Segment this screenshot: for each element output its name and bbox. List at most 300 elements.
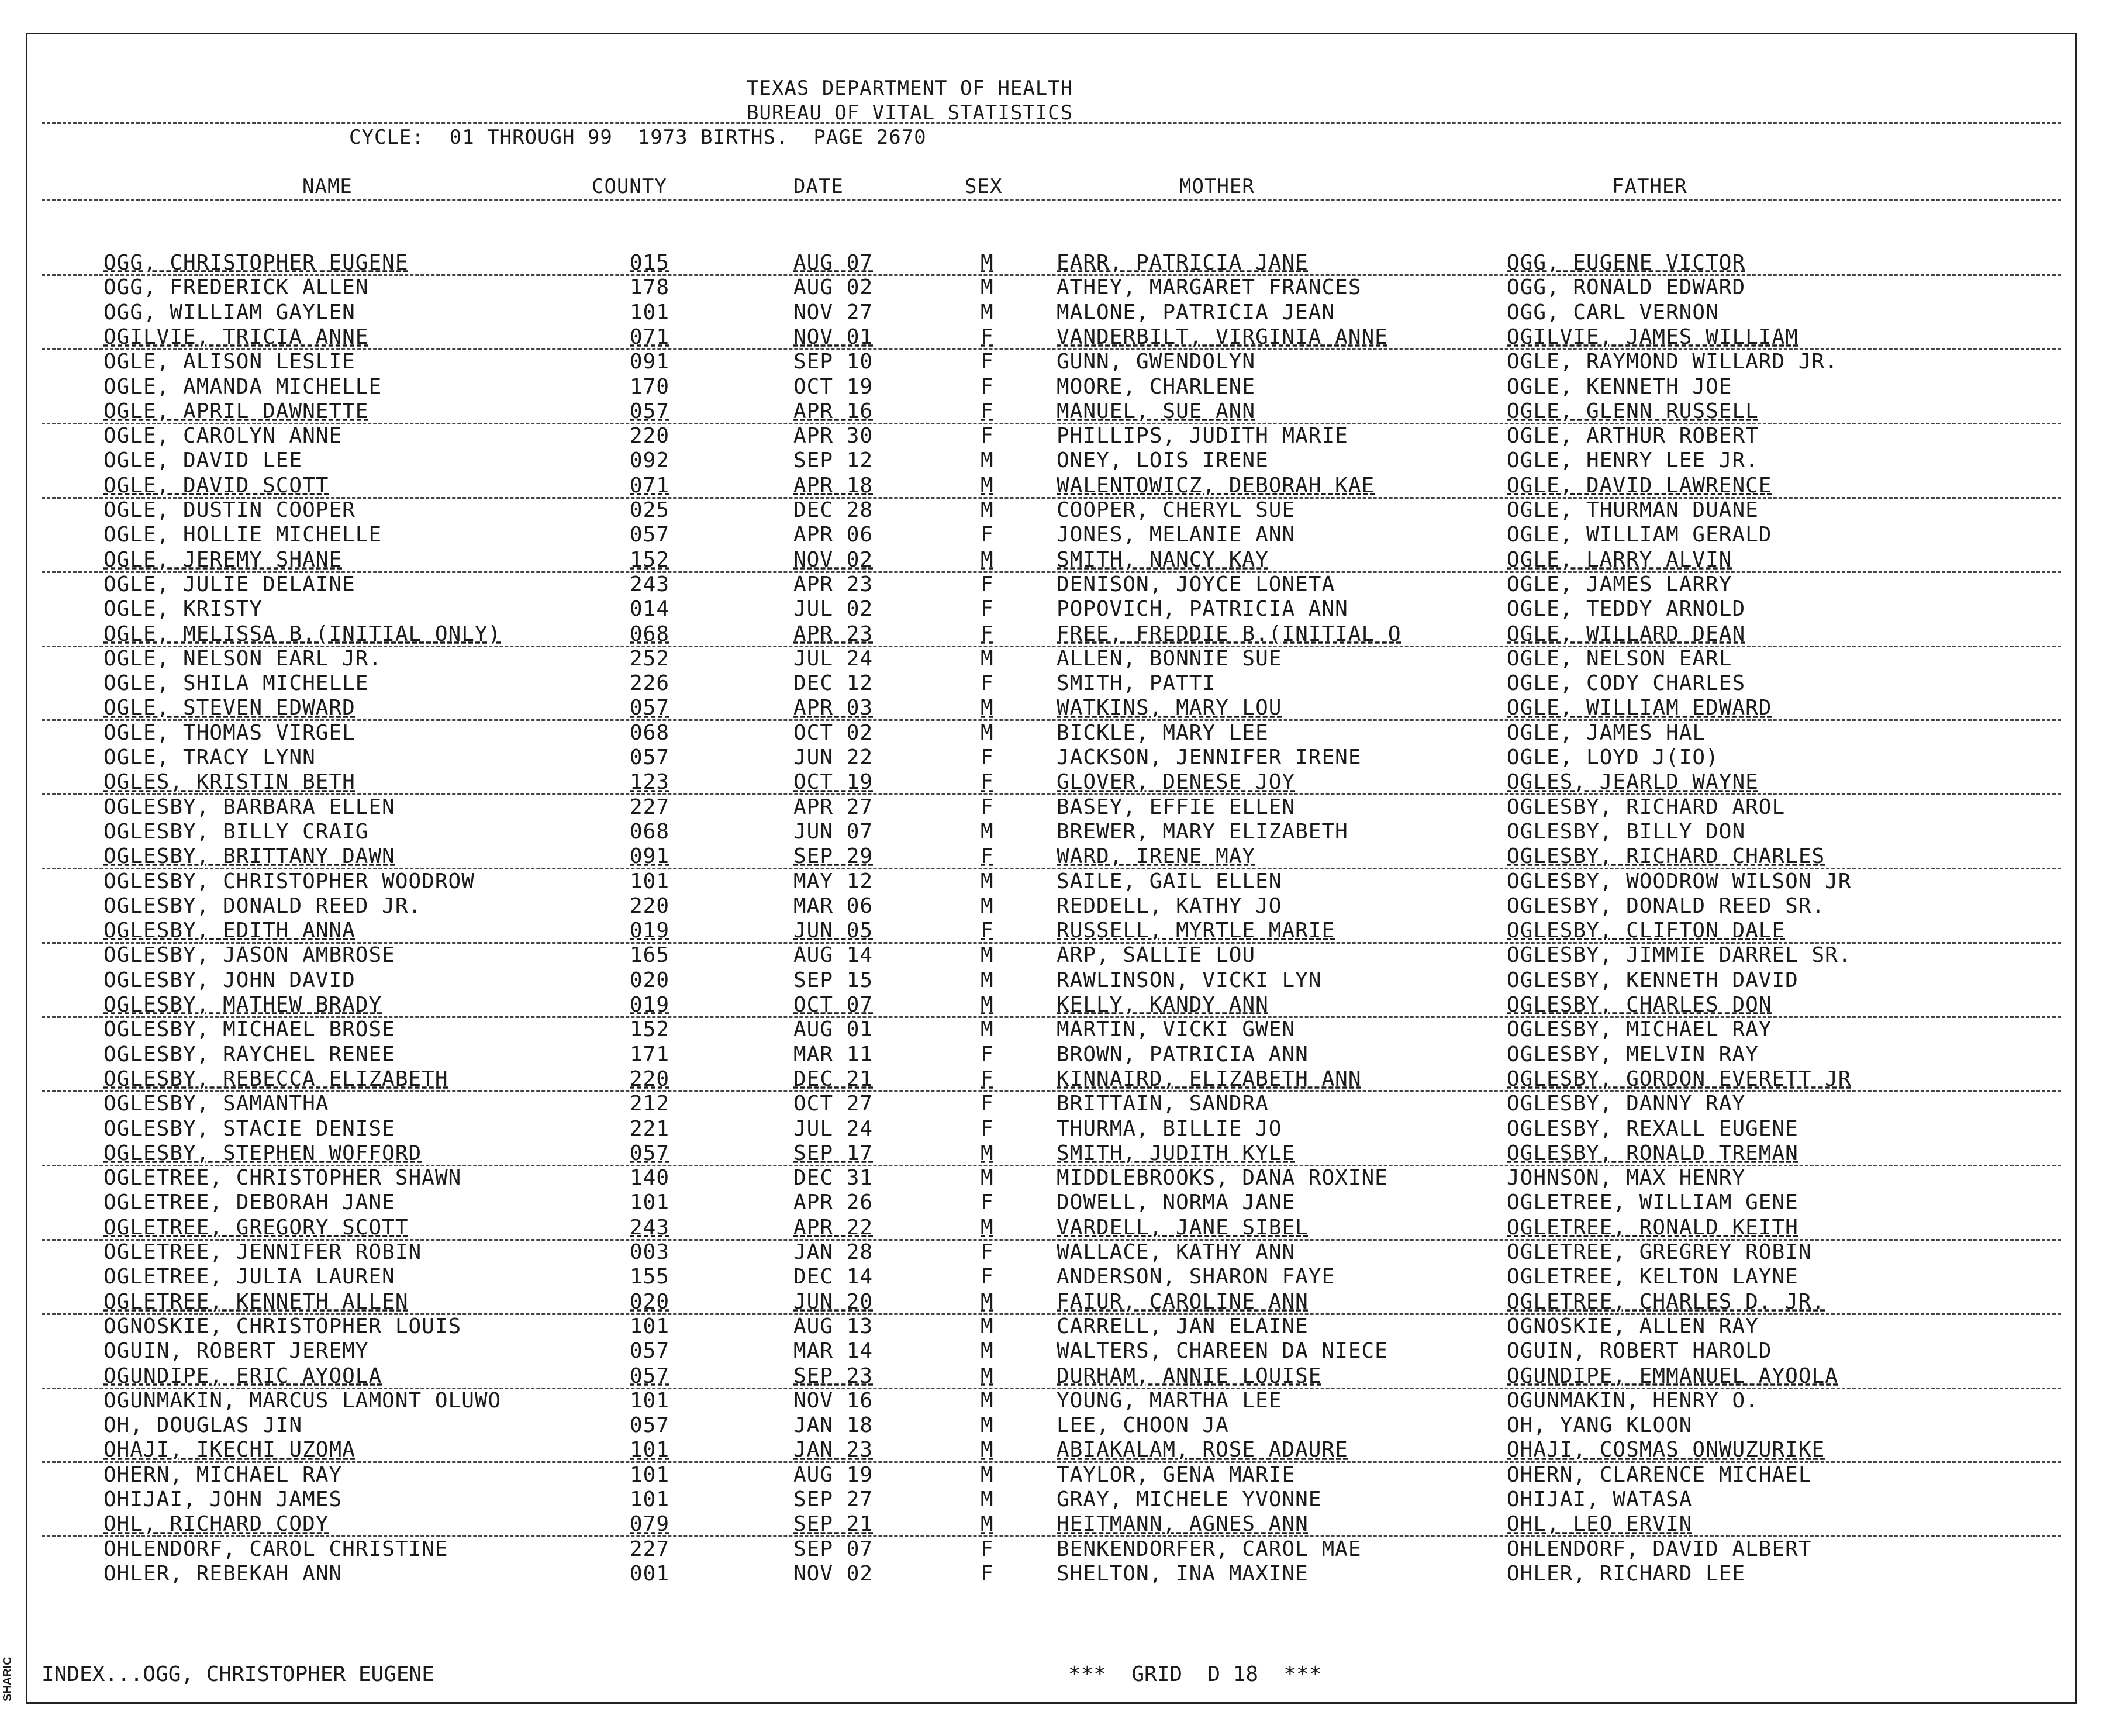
table-row: [27, 1166, 2075, 1190]
table-row: [27, 1043, 2075, 1067]
cell-name: OGLESBY, EDITH ANNA: [103, 919, 355, 943]
cell-county: 155: [630, 1265, 670, 1289]
cell-sex: F: [981, 374, 994, 399]
cell-date: OCT 02: [793, 720, 874, 745]
column-header-mother: MOTHER: [1179, 175, 1255, 198]
cell-date: DEC 14: [793, 1265, 874, 1289]
cell-sex: F: [981, 1190, 994, 1215]
cell-name: OHLENDORF, CAROL CHRISTINE: [103, 1537, 448, 1561]
table-row: [27, 1067, 2075, 1092]
cell-county: 071: [630, 473, 670, 498]
cell-name: OGUNDIPE, ERIC AYOOLA: [103, 1364, 382, 1388]
cell-sex: M: [981, 473, 994, 498]
cell-sex: F: [981, 1092, 994, 1116]
cell-father: OGG, CARL VERNON: [1507, 300, 1719, 325]
table-row: [27, 993, 2075, 1017]
cell-sex: F: [981, 844, 994, 869]
cell-county: 057: [630, 523, 670, 547]
cell-father: OGLESBY, MELVIN RAY: [1507, 1042, 1759, 1067]
cell-sex: M: [981, 1289, 994, 1314]
cell-name: OGLETREE, JENNIFER ROBIN: [103, 1240, 422, 1264]
table-row: [27, 1190, 2075, 1215]
table-row: [27, 746, 2075, 770]
cell-mother: MARTIN, VICKI GWEN: [1057, 1017, 1296, 1042]
cell-county: 079: [630, 1512, 670, 1537]
cell-sex: M: [981, 720, 994, 745]
cell-name: OHL, RICHARD CODY: [103, 1512, 329, 1537]
cell-mother: ANDERSON, SHARON FAYE: [1057, 1265, 1335, 1289]
cell-mother: VANDERBILT, VIRGINIA ANNE: [1057, 325, 1388, 349]
cell-county: 101: [630, 300, 670, 325]
cell-county: 101: [630, 1438, 670, 1462]
cell-name: OGLE, THOMAS VIRGEL: [103, 720, 355, 745]
cell-sex: M: [981, 1388, 994, 1413]
cell-mother: MANUEL, SUE ANN: [1057, 399, 1256, 423]
cell-father: OGLE, LOYD J(IO): [1507, 746, 1719, 769]
cell-father: OGLE, WILLIAM EDWARD: [1507, 696, 1772, 720]
cell-name: OGG, WILLIAM GAYLEN: [103, 300, 355, 325]
cell-mother: BICKLE, MARY LEE: [1057, 720, 1269, 745]
cell-date: MAY 12: [793, 869, 874, 893]
cell-father: OGLE, WILLARD DEAN: [1507, 622, 1746, 646]
table-row: [27, 1216, 2075, 1240]
cell-county: 057: [630, 1339, 670, 1364]
table-row: [27, 1512, 2075, 1537]
cell-mother: PHILLIPS, JUDITH MARIE: [1057, 424, 1348, 448]
cell-sex: F: [981, 597, 994, 622]
cell-county: 014: [630, 597, 670, 622]
cell-mother: LEE, CHOON JA: [1057, 1413, 1229, 1438]
cell-sex: M: [981, 1512, 994, 1537]
cell-sex: F: [981, 1116, 994, 1141]
table-row: [27, 498, 2075, 523]
cell-father: OGG, RONALD EDWARD: [1507, 275, 1746, 300]
column-header-county: COUNTY: [592, 175, 667, 198]
cell-county: 152: [630, 547, 670, 572]
cell-sex: F: [981, 350, 994, 374]
cell-date: NOV 02: [793, 547, 874, 572]
cell-father: OGLE, ARTHUR ROBERT: [1507, 424, 1759, 448]
cell-father: OGLESBY, RICHARD AROL: [1507, 795, 1786, 819]
cell-county: 057: [630, 696, 670, 720]
cell-county: 221: [630, 1116, 670, 1141]
cell-mother: VARDELL, JANE SIBEL: [1057, 1215, 1309, 1240]
cell-sex: M: [981, 1166, 994, 1190]
cell-sex: M: [981, 696, 994, 720]
cell-sex: M: [981, 251, 994, 275]
cell-father: OHLER, RICHARD LEE: [1507, 1561, 1746, 1586]
cell-sex: M: [981, 993, 994, 1017]
cell-father: OGG, EUGENE VICTOR: [1507, 251, 1746, 275]
cell-father: OGLES, JEARLD WAYNE: [1507, 770, 1759, 795]
cell-father: OGNOSKIE, ALLEN RAY: [1507, 1314, 1759, 1338]
cell-county: 020: [630, 968, 670, 992]
table-row: [27, 375, 2075, 399]
column-header-divider: [42, 199, 2061, 201]
cell-father: OGLE, TEDDY ARNOLD: [1507, 597, 1746, 622]
cell-mother: ONEY, LOIS IRENE: [1057, 448, 1269, 473]
cell-sex: F: [981, 1537, 994, 1561]
cell-county: 068: [630, 622, 670, 646]
cell-name: OGLESBY, REBECCA ELIZABETH: [103, 1067, 448, 1091]
cell-sex: M: [981, 1487, 994, 1511]
cell-sex: M: [981, 300, 994, 325]
cell-sex: F: [981, 746, 994, 769]
cell-date: JAN 28: [793, 1240, 874, 1264]
cell-mother: WARD, IRENE MAY: [1057, 844, 1256, 869]
column-header-date: DATE: [793, 175, 844, 198]
cell-county: 140: [630, 1166, 670, 1190]
cell-mother: JACKSON, JENNIFER IRENE: [1057, 746, 1362, 769]
cell-date: AUG 02: [793, 275, 874, 300]
cell-county: 101: [630, 869, 670, 893]
cell-mother: RUSSELL, MYRTLE MARIE: [1057, 919, 1335, 943]
cell-date: APR 22: [793, 1215, 874, 1240]
table-row: [27, 1364, 2075, 1389]
cell-date: AUG 19: [793, 1462, 874, 1487]
cell-county: 165: [630, 943, 670, 968]
cell-county: 020: [630, 1289, 670, 1314]
table-row: [27, 399, 2075, 424]
cell-county: 101: [630, 1487, 670, 1511]
cell-county: 170: [630, 374, 670, 399]
cell-father: JOHNSON, MAX HENRY: [1507, 1166, 1746, 1190]
cell-county: 068: [630, 720, 670, 745]
cell-name: OGLE, JEREMY SHANE: [103, 547, 343, 572]
cell-date: APR 03: [793, 696, 874, 720]
cell-date: SEP 07: [793, 1537, 874, 1561]
cell-mother: FREE, FREDDIE B.(INITIAL O: [1057, 622, 1401, 646]
cell-county: 220: [630, 893, 670, 918]
cell-father: OGLESBY, DONALD REED SR.: [1507, 893, 1825, 918]
cell-father: OGILVIE, JAMES WILLIAM: [1507, 325, 1798, 349]
cell-date: APR 18: [793, 473, 874, 498]
table-row: [27, 572, 2075, 597]
document-page: [26, 33, 2077, 1704]
table-row: [27, 1017, 2075, 1042]
table-row: [27, 1562, 2075, 1586]
table-row: [27, 1413, 2075, 1438]
cell-county: 152: [630, 1017, 670, 1042]
cell-date: AUG 14: [793, 943, 874, 968]
cell-date: SEP 15: [793, 968, 874, 992]
cell-mother: JONES, MELANIE ANN: [1057, 523, 1296, 547]
cell-date: JUL 24: [793, 646, 874, 671]
table-row: [27, 597, 2075, 622]
cell-mother: DURHAM, ANNIE LOUISE: [1057, 1364, 1322, 1388]
cell-name: OGLESBY, STEPHEN WOFFORD: [103, 1141, 422, 1165]
table-row: [27, 647, 2075, 671]
cell-county: 091: [630, 350, 670, 374]
table-row: [27, 820, 2075, 844]
cell-father: OGLETREE, RONALD KEITH: [1507, 1215, 1798, 1240]
cell-name: OGLE, AMANDA MICHELLE: [103, 374, 382, 399]
cell-father: OGLESBY, DANNY RAY: [1507, 1092, 1746, 1116]
cell-name: OGLE, JULIE DELAINE: [103, 572, 355, 596]
table-row: [27, 622, 2075, 647]
cell-county: 101: [630, 1190, 670, 1215]
cell-name: OHERN, MICHAEL RAY: [103, 1462, 343, 1487]
table-row: [27, 869, 2075, 894]
cell-sex: M: [981, 1438, 994, 1462]
cell-father: OGLETREE, WILLIAM GENE: [1507, 1190, 1798, 1215]
cell-name: OGLESBY, DONALD REED JR.: [103, 893, 422, 918]
cell-county: 068: [630, 819, 670, 844]
cell-father: OGLESBY, MICHAEL RAY: [1507, 1017, 1772, 1042]
cell-date: MAR 11: [793, 1042, 874, 1067]
cell-father: OGLESBY, BILLY DON: [1507, 819, 1746, 844]
cell-mother: POPOVICH, PATRICIA ANN: [1057, 597, 1348, 622]
cell-sex: F: [981, 919, 994, 943]
cell-mother: KELLY, KANDY ANN: [1057, 993, 1269, 1017]
cell-mother: SMITH, JUDITH KYLE: [1057, 1141, 1296, 1165]
cell-county: 001: [630, 1561, 670, 1586]
cell-father: OGLESBY, CLIFTON DALE: [1507, 919, 1786, 943]
cell-mother: TAYLOR, GENA MARIE: [1057, 1462, 1296, 1487]
table-row: [27, 1265, 2075, 1289]
cell-sex: M: [981, 968, 994, 992]
cell-father: OGLE, RAYMOND WILLARD JR.: [1507, 350, 1838, 374]
cell-father: OGLE, LARRY ALVIN: [1507, 547, 1732, 572]
cell-name: OGLES, KRISTIN BETH: [103, 770, 355, 795]
cell-name: OGLETREE, CHRISTOPHER SHAWN: [103, 1166, 462, 1190]
cell-name: OGLESBY, SAMANTHA: [103, 1092, 329, 1116]
table-row: [27, 919, 2075, 943]
table-row: [27, 1339, 2075, 1364]
table-row: [27, 301, 2075, 325]
cell-father: OGLE, GLENN RUSSELL: [1507, 399, 1759, 423]
cell-sex: M: [981, 1215, 994, 1240]
cell-name: OGLESBY, MATHEW BRADY: [103, 993, 382, 1017]
table-row: [27, 894, 2075, 919]
cell-county: 019: [630, 919, 670, 943]
cell-mother: MALONE, PATRICIA JEAN: [1057, 300, 1335, 325]
cell-date: DEC 28: [793, 498, 874, 522]
table-row: [27, 1290, 2075, 1314]
cell-date: JUN 05: [793, 919, 874, 943]
table-row: [27, 448, 2075, 473]
birth-records-table: [27, 251, 2075, 1642]
cell-mother: KINNAIRD, ELIZABETH ANN: [1057, 1067, 1362, 1091]
cell-name: OGNOSKIE, CHRISTOPHER LOUIS: [103, 1314, 462, 1338]
grid-reference: *** GRID D 18 ***: [1068, 1662, 1322, 1686]
cell-father: OGLESBY, GORDON EVERETT JR: [1507, 1067, 1852, 1091]
cell-date: DEC 12: [793, 671, 874, 696]
cell-county: 092: [630, 448, 670, 473]
header-agency: TEXAS DEPARTMENT OF HEALTH: [747, 77, 1073, 100]
cell-county: 015: [630, 251, 670, 275]
cell-mother: WALTERS, CHAREEN DA NIECE: [1057, 1339, 1388, 1364]
cell-name: OGLE, KRISTY: [103, 597, 263, 622]
cell-mother: ATHEY, MARGARET FRANCES: [1057, 275, 1362, 300]
cell-name: OGLE, HOLLIE MICHELLE: [103, 523, 382, 547]
cell-county: 019: [630, 993, 670, 1017]
cell-date: JUN 22: [793, 746, 874, 769]
table-row: [27, 474, 2075, 498]
cell-father: OGLESBY, REXALL EUGENE: [1507, 1116, 1798, 1141]
cell-name: OGLESBY, BRITTANY DAWN: [103, 844, 395, 869]
cell-mother: MOORE, CHARLENE: [1057, 374, 1256, 399]
cell-father: OGUNDIPE, EMMANUEL AYOOLA: [1507, 1364, 1838, 1388]
cell-mother: HEITMANN, AGNES ANN: [1057, 1512, 1309, 1537]
cell-name: OGLE, SHILA MICHELLE: [103, 671, 369, 696]
cell-mother: GUNN, GWENDOLYN: [1057, 350, 1256, 374]
cell-county: 101: [630, 1462, 670, 1487]
header-cycle: CYCLE: 01 THROUGH 99 1973 BIRTHS. PAGE 2670: [349, 126, 927, 149]
cell-sex: M: [981, 498, 994, 522]
cell-father: OGLESBY, CHARLES DON: [1507, 993, 1772, 1017]
cell-name: OGLESBY, STACIE DENISE: [103, 1116, 395, 1141]
cell-date: DEC 31: [793, 1166, 874, 1190]
cell-county: 212: [630, 1092, 670, 1116]
cell-name: OGLE, TRACY LYNN: [103, 746, 316, 769]
cell-sex: M: [981, 1017, 994, 1042]
cell-county: 252: [630, 646, 670, 671]
cell-sex: F: [981, 1240, 994, 1264]
cell-mother: BROWN, PATRICIA ANN: [1057, 1042, 1309, 1067]
cell-name: OHLER, REBEKAH ANN: [103, 1561, 343, 1586]
cell-mother: COOPER, CHERYL SUE: [1057, 498, 1296, 522]
cell-county: 171: [630, 1042, 670, 1067]
cell-father: OH, YANG KLOON: [1507, 1413, 1693, 1438]
cell-date: JUL 02: [793, 597, 874, 622]
cell-father: OGLE, CODY CHARLES: [1507, 671, 1746, 696]
cell-mother: WATKINS, MARY LOU: [1057, 696, 1282, 720]
cell-sex: M: [981, 893, 994, 918]
table-row: [27, 795, 2075, 820]
header-divider: [42, 122, 2061, 124]
cell-date: JAN 18: [793, 1413, 874, 1438]
cell-father: OGLE, HENRY LEE JR.: [1507, 448, 1759, 473]
cell-sex: M: [981, 943, 994, 968]
cell-date: SEP 23: [793, 1364, 874, 1388]
cell-father: OGLE, JAMES LARRY: [1507, 572, 1732, 596]
cell-sex: F: [981, 325, 994, 349]
cell-father: OGLESBY, KENNETH DAVID: [1507, 968, 1798, 992]
cell-mother: SMITH, PATTI: [1057, 671, 1216, 696]
cell-sex: M: [981, 448, 994, 473]
cell-sex: M: [981, 1314, 994, 1338]
cell-mother: BASEY, EFFIE ELLEN: [1057, 795, 1296, 819]
cell-sex: F: [981, 1042, 994, 1067]
column-header-name: NAME: [302, 175, 353, 198]
column-header-father: FATHER: [1612, 175, 1687, 198]
cell-county: 057: [630, 399, 670, 423]
cell-mother: GRAY, MICHELE YVONNE: [1057, 1487, 1322, 1511]
cell-father: OGLE, WILLIAM GERALD: [1507, 523, 1772, 547]
cell-mother: EARR, PATRICIA JANE: [1057, 251, 1309, 275]
cell-date: APR 16: [793, 399, 874, 423]
table-row: [27, 696, 2075, 720]
cell-mother: ARP, SALLIE LOU: [1057, 943, 1256, 968]
cell-name: OGLESBY, JOHN DAVID: [103, 968, 355, 992]
cell-county: 003: [630, 1240, 670, 1264]
cell-mother: WALLACE, KATHY ANN: [1057, 1240, 1296, 1264]
cell-sex: M: [981, 819, 994, 844]
table-row: [27, 968, 2075, 993]
table-row: [27, 1141, 2075, 1166]
table-row: [27, 275, 2075, 300]
cell-date: AUG 01: [793, 1017, 874, 1042]
cell-date: NOV 27: [793, 300, 874, 325]
table-row: [27, 251, 2075, 275]
header-bureau: BUREAU OF VITAL STATISTICS: [747, 101, 1073, 125]
cell-father: OGLESBY, JIMMIE DARREL SR.: [1507, 943, 1852, 968]
cell-name: OGLESBY, MICHAEL BROSE: [103, 1017, 395, 1042]
cell-sex: M: [981, 1141, 994, 1165]
table-row: [27, 548, 2075, 572]
cell-county: 227: [630, 795, 670, 819]
table-row: [27, 1389, 2075, 1413]
cell-date: APR 23: [793, 572, 874, 596]
cell-sex: F: [981, 424, 994, 448]
cell-mother: REDDELL, KATHY JO: [1057, 893, 1282, 918]
cell-mother: DENISON, JOYCE LONETA: [1057, 572, 1335, 596]
cell-date: NOV 02: [793, 1561, 874, 1586]
cell-name: OGLESBY, JASON AMBROSE: [103, 943, 395, 968]
cell-county: 227: [630, 1537, 670, 1561]
cell-father: OGLESBY, RICHARD CHARLES: [1507, 844, 1825, 869]
cell-date: JAN 23: [793, 1438, 874, 1462]
cell-mother: MIDDLEBROOKS, DANA ROXINE: [1057, 1166, 1388, 1190]
cell-county: 220: [630, 424, 670, 448]
cell-date: APR 30: [793, 424, 874, 448]
cell-mother: SAILE, GAIL ELLEN: [1057, 869, 1282, 893]
cell-date: AUG 07: [793, 251, 874, 275]
cell-mother: WALENTOWICZ, DEBORAH KAE: [1057, 473, 1375, 498]
cell-father: OGLE, THURMAN DUANE: [1507, 498, 1759, 522]
cell-date: APR 23: [793, 622, 874, 646]
cell-county: 057: [630, 1364, 670, 1388]
side-stamp-text: SHARIC: [1, 1656, 14, 1702]
cell-sex: F: [981, 1067, 994, 1091]
cell-name: OGG, CHRISTOPHER EUGENE: [103, 251, 409, 275]
cell-father: OGLE, DAVID LAWRENCE: [1507, 473, 1772, 498]
cell-mother: RAWLINSON, VICKI LYN: [1057, 968, 1322, 992]
cell-father: OHLENDORF, DAVID ALBERT: [1507, 1537, 1812, 1561]
cell-date: SEP 12: [793, 448, 874, 473]
cell-date: AUG 13: [793, 1314, 874, 1338]
cell-name: OH, DOUGLAS JIN: [103, 1413, 303, 1438]
cell-sex: M: [981, 1339, 994, 1364]
cell-county: 243: [630, 1215, 670, 1240]
cell-name: OGLETREE, DEBORAH JANE: [103, 1190, 395, 1215]
cell-date: OCT 27: [793, 1092, 874, 1116]
cell-county: 123: [630, 770, 670, 795]
cell-name: OGLESBY, BILLY CRAIG: [103, 819, 369, 844]
table-row: [27, 1314, 2075, 1339]
cell-name: OGLE, CAROLYN ANNE: [103, 424, 343, 448]
cell-county: 178: [630, 275, 670, 300]
cell-mother: DOWELL, NORMA JANE: [1057, 1190, 1296, 1215]
cell-sex: M: [981, 1364, 994, 1388]
cell-name: OGILVIE, TRICIA ANNE: [103, 325, 369, 349]
cell-date: JUN 07: [793, 819, 874, 844]
cell-father: OGLESBY, RONALD TREMAN: [1507, 1141, 1798, 1165]
cell-sex: M: [981, 1413, 994, 1438]
table-row: [27, 1438, 2075, 1462]
cell-mother: CARRELL, JAN ELAINE: [1057, 1314, 1309, 1338]
table-row: [27, 424, 2075, 448]
cell-sex: F: [981, 622, 994, 646]
cell-date: APR 06: [793, 523, 874, 547]
cell-date: NOV 16: [793, 1388, 874, 1413]
cell-date: OCT 19: [793, 374, 874, 399]
cell-mother: THURMA, BILLIE JO: [1057, 1116, 1282, 1141]
cell-name: OGLESBY, BARBARA ELLEN: [103, 795, 395, 819]
table-row: [27, 844, 2075, 869]
cell-mother: SMITH, NANCY KAY: [1057, 547, 1269, 572]
